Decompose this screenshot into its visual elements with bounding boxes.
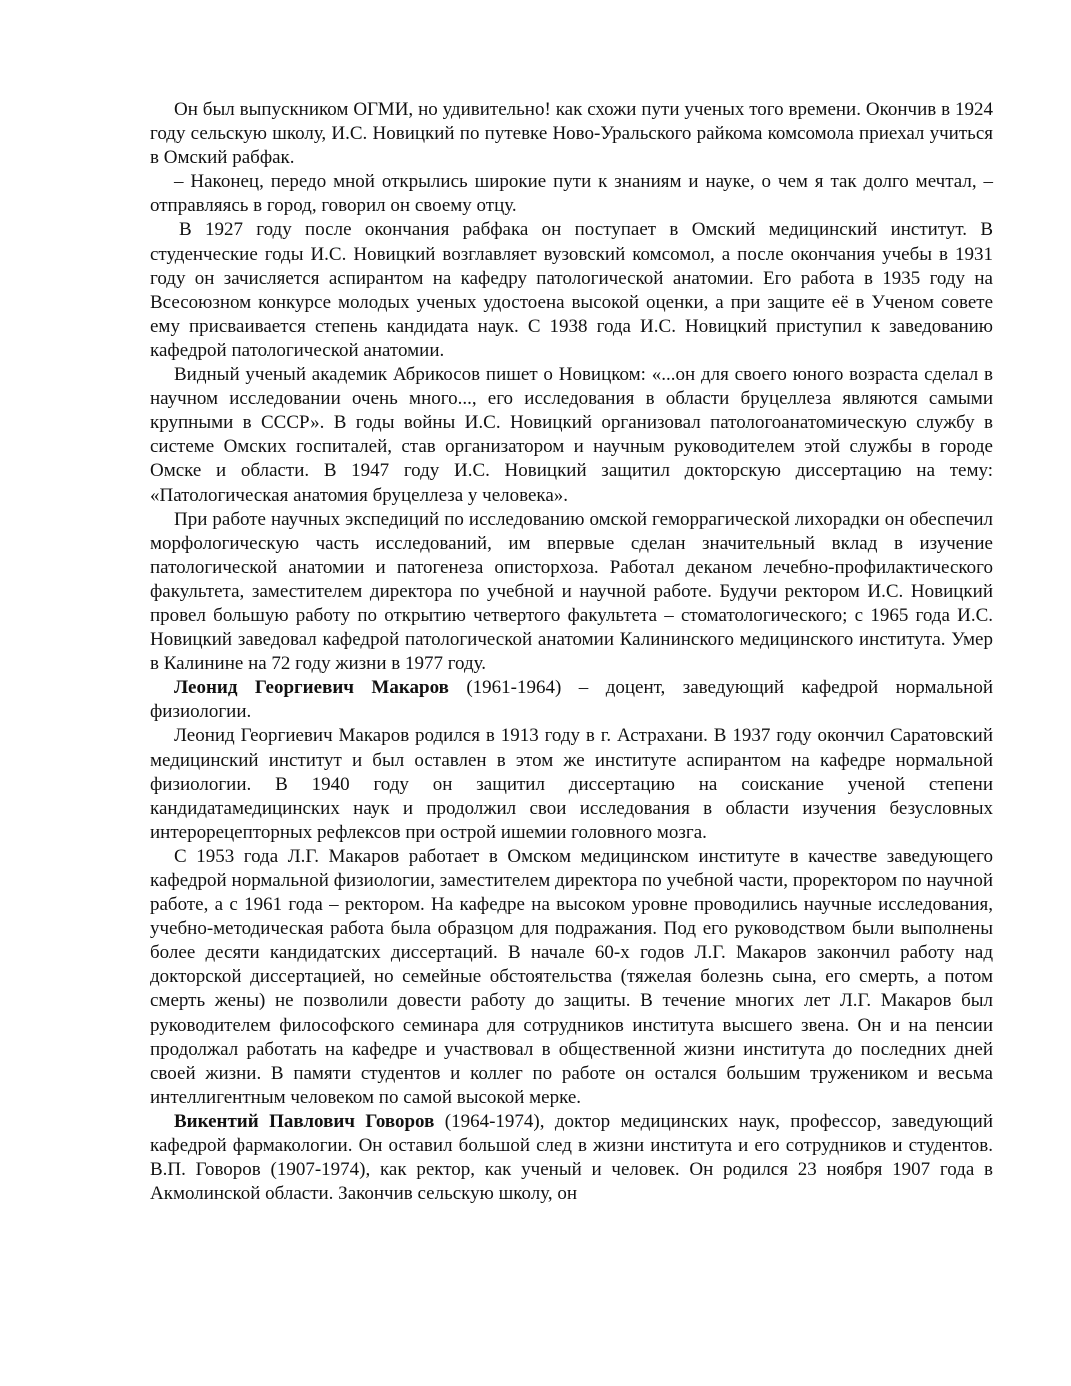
paragraph-5: При работе научных экспедиций по исследованию омской геморрагической лихорадки он обеспечил морфологическую часть исследований, им впервые сделан значительный вклад в изучение патологической анатомии и патогенеза описторхоза. Работал деканом лечебно-профилактического факультета, заместителем директора по учебной и научной работе. Будучи ректором И.С. Новицкий провел большую работу по открытию четвертого факультета – стоматологического; с 1965 года И.С. Новицкий заведовал кафедрой патологической анатомии Калининского медицинского института. Умер в Калинине на 72 году жизни в 1977 году. bbox=[150, 508, 993, 675]
paragraph-2: – Наконец, передо мной открылись широкие пути к знаниям и науке, о чем я так долго мечтал, – отправляясь в город, говорил он своему отцу. bbox=[150, 171, 993, 217]
paragraph-9 bbox=[150, 1110, 993, 1206]
document-page bbox=[150, 98, 993, 1206]
person-name-makarov: Леонид Георгиевич Макаров bbox=[174, 677, 449, 699]
person-name-govorov: Викентий Павлович Говоров bbox=[174, 1110, 435, 1132]
paragraph-3: В 1927 году после окончания рабфака он поступает в Омский медицинский институт. В студенческие годы И.С. Новицкий возглавляет вузовский комсомол, а после окончания учебы в 1931 году он зачисляется аспирантом на кафедру патологической анатомии. Его работа в 1935 году на Всесоюзном конкурсе молодых ученых удостоена высокой оценки, а при защите её в Ученом совете ему присваивается степень кандидата наук. С 1938 года И.С. Новицкий приступил к заведованию кафедрой патологической анатомии. bbox=[150, 219, 993, 361]
paragraph-4: Видный ученый академик Абрикосов пишет о Новицком: «...он для своего юного возраста сделал в научном исследовании очень много..., его исследования в области бруцеллеза являются самыми крупными в СССР». В годы войны И.С. Новицкий организовал патологоанатомическую службу в системе Омских госпиталей, став организатором и научным руководителем этой службы в городе Омске и области. В 1947 году И.С. Новицкий защитил докторскую диссертацию на тему: «Патологическая анатомия бруцеллеза у человека». bbox=[150, 364, 993, 506]
paragraph-9-text: (1964-1974), доктор медицинских наук, профессор, заведующий кафедрой фармакологии. Он оставил большой след в жизни института и его сотрудников и студентов. В.П. Говоров (1907-1974), как ректор, как ученый и человек. Он родился 23 ноября 1907 года в Акмолинской области. Закончив сельскую школу, он bbox=[150, 1110, 993, 1205]
paragraph-1: Он был выпускником ОГМИ, но удивительно! как схожи пути ученых того времени. Окончив в 1924 году сельскую школу, И.С. Новицкий по путевке Ново-Уральского райкома комсомола приехал учиться в Омский рабфак. bbox=[150, 99, 993, 169]
paragraph-8: С 1953 года Л.Г. Макаров работает в Омском медицинском институте в качестве заведующего кафедрой нормальной физиологии, заместителем директора по учебной части, проректором по научной работе, а с 1961 года – ректором. На кафедре на высоком уровне проводились научные исследования, учебно-методическая работа была образцом для подражания. Под его руководством были выполнены более десяти кандидатских диссертаций. В начале 60-х годов Л.Г. Макаров закончил работу над докторской диссертацией, но семейные обстоятельства (тяжелая болезнь сына, его смерть, а потом смерть жены) не позволили довести работу до защиты. В течение многих лет Л.Г. Макаров был руководителем философского семинара для сотрудников института высшего звена. Он и на пенсии продолжал работать на кафедре и участвовал в общественной жизни института до последних дней своей жизни. В памяти студентов и коллег по работе он остался большим тружеником и весьма интеллигентным человеком по самой высокой мерке. bbox=[150, 845, 993, 1108]
paragraph-6-text: (1961-1964) – доцент, заведующий кафедрой нормальной физиологии. bbox=[150, 677, 993, 723]
paragraph-7: Леонид Георгиевич Макаров родился в 1913 году в г. Астрахани. В 1937 году окончил Саратовский медицинский институт и был оставлен в этом же институте аспирантом на кафедре нормальной физиологии. В 1940 году он защитил диссертацию на соискание ученой степени кандидатамедицинских наук и продолжил свои исследования в области изучения безусловных интерорецепторных рефлексов при острой ишемии головного мозга. bbox=[150, 725, 993, 843]
paragraph-6 bbox=[150, 676, 993, 724]
